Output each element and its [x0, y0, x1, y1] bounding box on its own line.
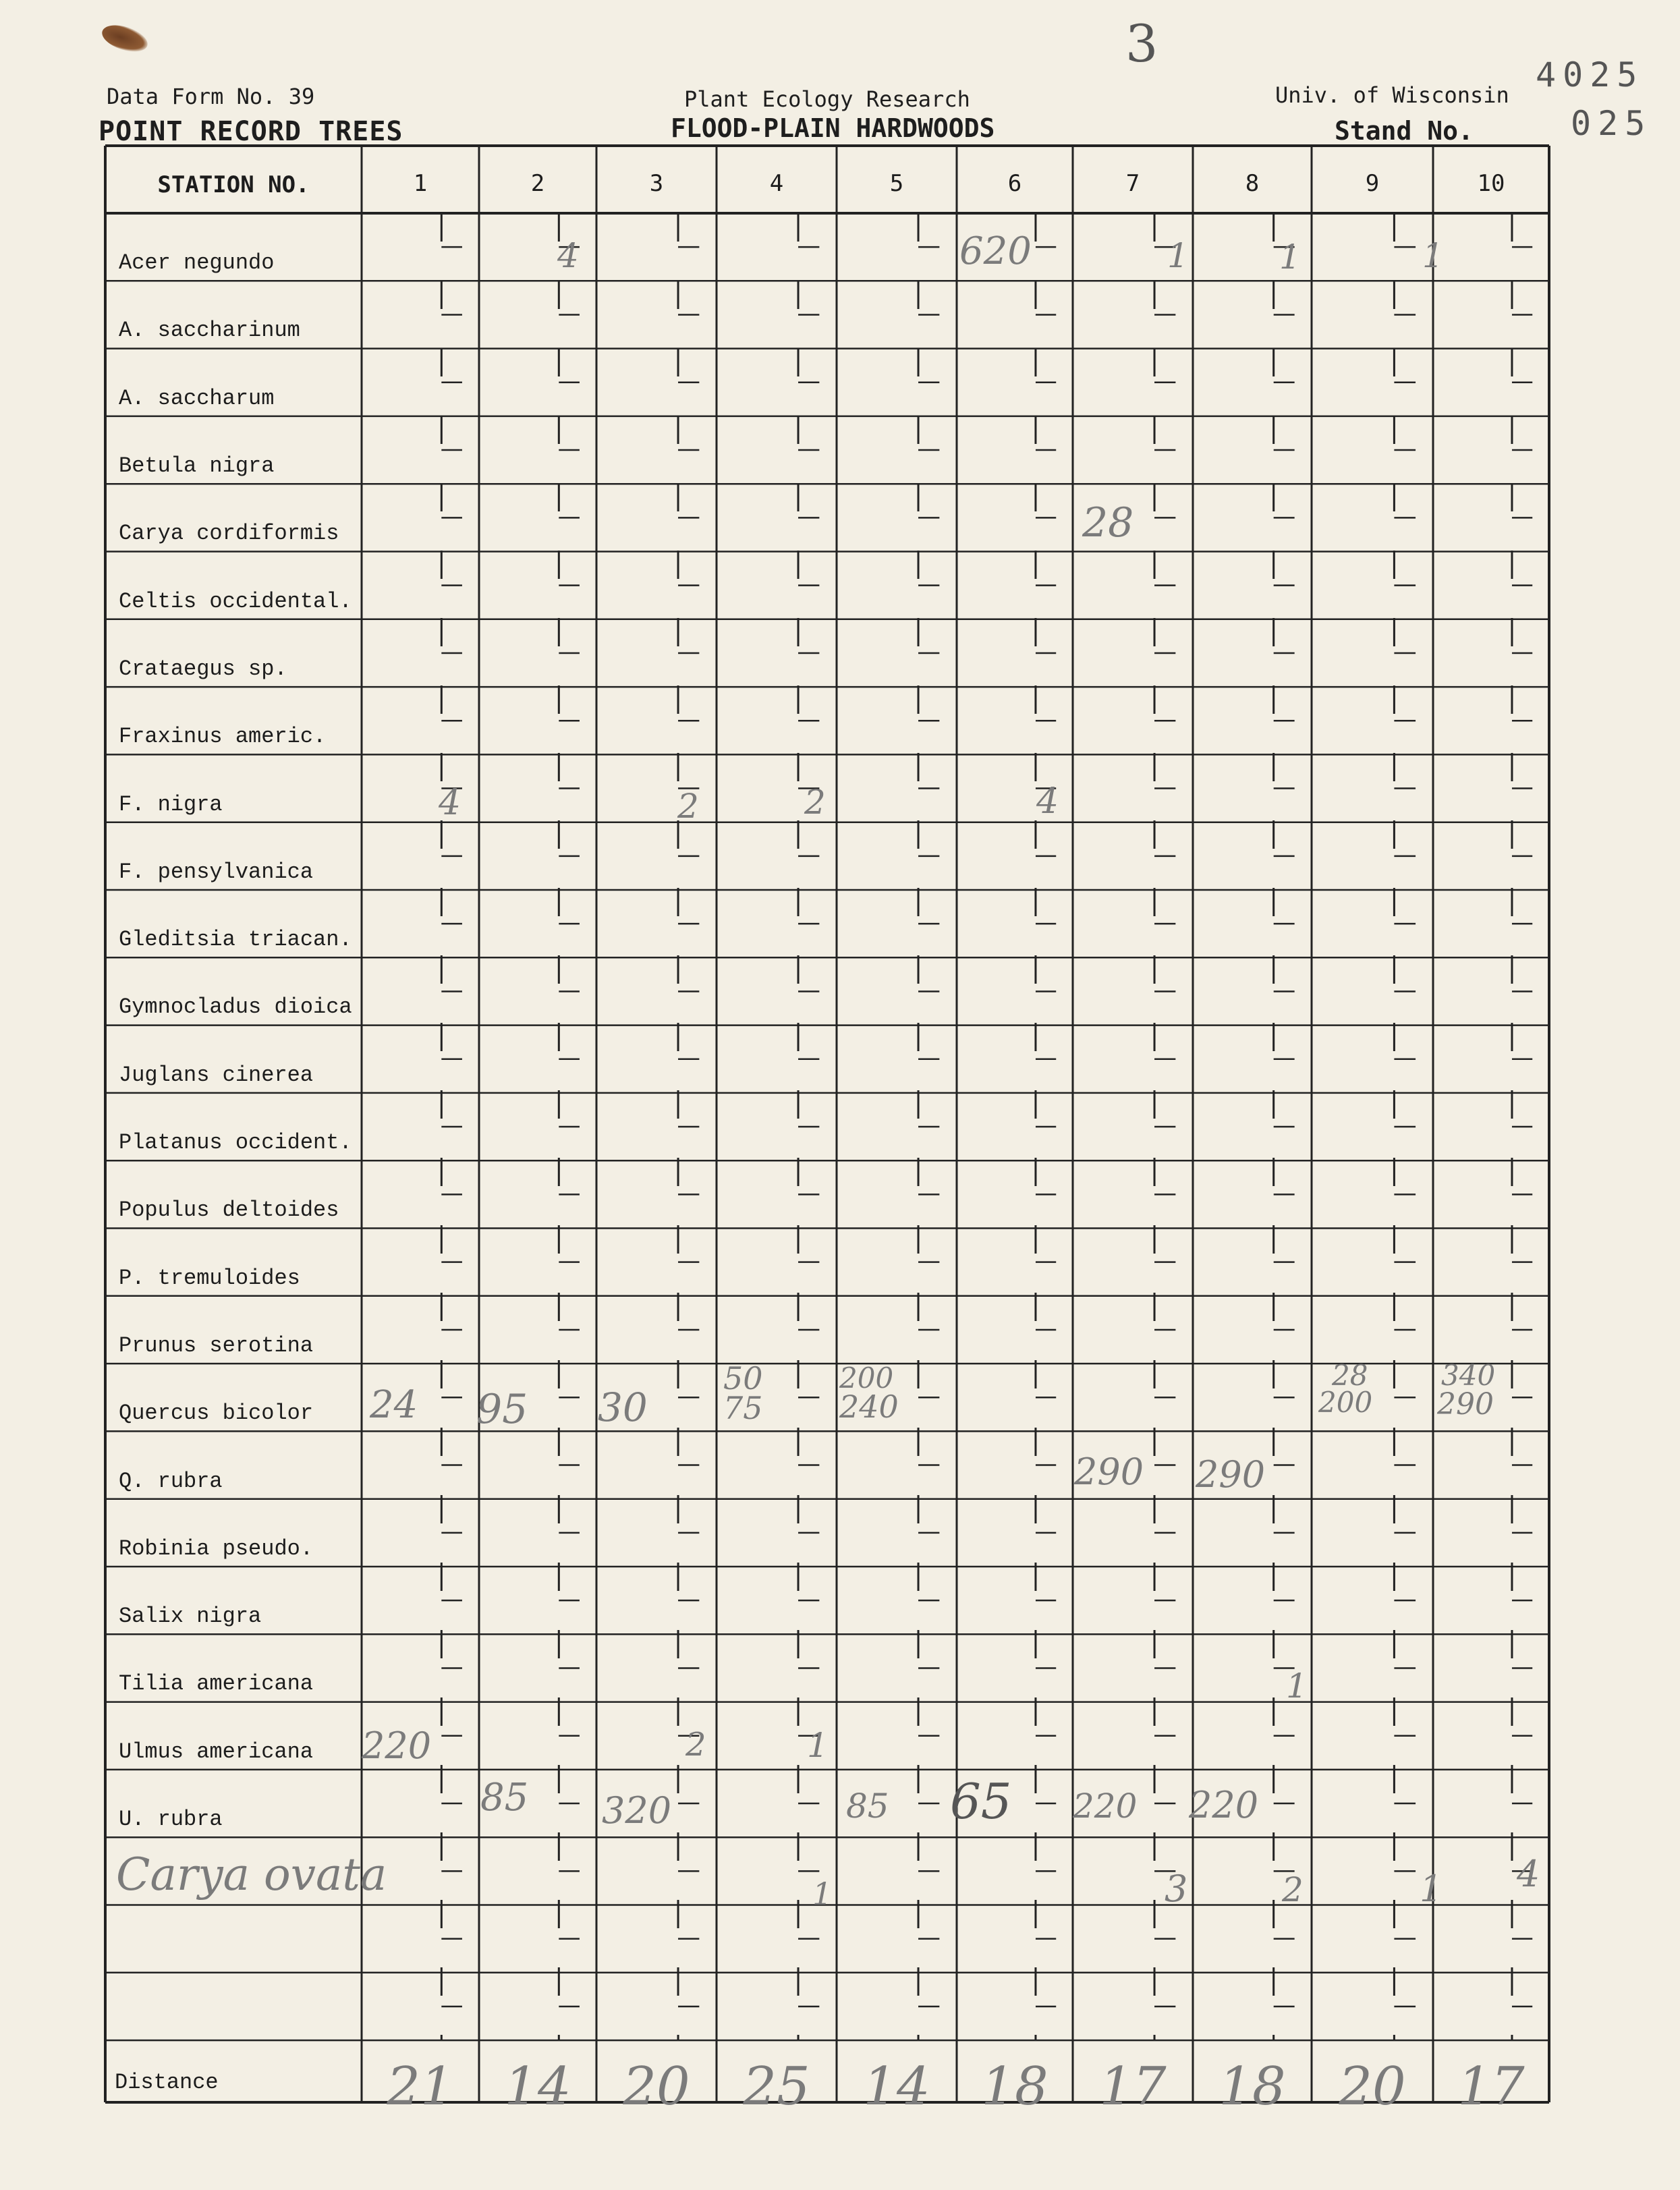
- entry-urubra-s2: 85: [480, 1776, 529, 1820]
- station-number: 8: [1245, 170, 1260, 197]
- stand-code-top: 4025: [1536, 55, 1644, 94]
- entry-covata-s7: 3: [1165, 1868, 1188, 1910]
- entry-qbicolor-s3: 30: [598, 1384, 648, 1430]
- species-label: F. nigra: [119, 791, 223, 817]
- entry-fnigra-s1: 4: [439, 783, 461, 823]
- station-number: 9: [1365, 170, 1380, 197]
- entry-fnigra-s6: 4: [1036, 781, 1059, 822]
- entry-urubra-s7: 220: [1073, 1787, 1138, 1826]
- species-label: Robinia pseudo.: [119, 1536, 314, 1561]
- entry-qrubra-s7: 290: [1074, 1451, 1144, 1493]
- distance-label: Distance: [115, 2070, 219, 2095]
- species-label: P. tremuloides: [119, 1265, 300, 1291]
- entry-ulmus-s1: 220: [362, 1724, 432, 1767]
- entry-ulmus-s3: 2: [685, 1726, 706, 1764]
- entry-qbicolor-s4-a: 50: [723, 1360, 763, 1397]
- station-number: 6: [1007, 170, 1022, 197]
- distance-value: 18: [981, 2056, 1048, 2118]
- station-number: 5: [889, 170, 904, 197]
- entry-qbicolor-s1: 24: [370, 1383, 418, 1427]
- entry-tilia-s8: 1: [1286, 1666, 1308, 1706]
- species-label: Tilia americana: [119, 1671, 314, 1697]
- entry-covata-s10: 4: [1517, 1853, 1540, 1895]
- handwritten-species: Carya ovata: [116, 1849, 387, 1901]
- entry-qbicolor-s4-b: 75: [723, 1390, 763, 1426]
- distance-value: 18: [1219, 2056, 1286, 2118]
- species-label: Carya cordiformis: [119, 521, 339, 546]
- entry-acer-s2: 4: [557, 236, 579, 275]
- stand-label: Stand No.: [1335, 116, 1474, 146]
- entry-urubra-s6: 65: [950, 1773, 1012, 1830]
- entry-fnigra-s4: 2: [804, 783, 826, 822]
- distance-value: 14: [863, 2056, 930, 2118]
- species-label: Acer negundo: [119, 250, 275, 276]
- distance-value: 14: [504, 2056, 571, 2118]
- station-number: 2: [530, 170, 545, 197]
- distance-value: 17: [1099, 2056, 1167, 2118]
- entry-qbicolor-s9-a: 28: [1332, 1359, 1368, 1392]
- entry-urubra-s3: 320: [602, 1789, 672, 1832]
- station-number: 7: [1125, 170, 1140, 197]
- entry-qbicolor-s10-a: 340: [1441, 1359, 1496, 1392]
- species-label: Prunus serotina: [119, 1332, 314, 1358]
- species-label: Juglans cinerea: [119, 1062, 314, 1088]
- station-header-label: STATION NO.: [157, 171, 310, 198]
- species-label: Gymnocladus dioica: [119, 994, 352, 1020]
- species-label: Gleditsia triacan.: [119, 927, 352, 953]
- entry-fnigra-s3: 2: [677, 787, 699, 826]
- species-label: Betula nigra: [119, 453, 275, 479]
- entry-urubra-s8: 220: [1189, 1784, 1259, 1826]
- entry-acer-s6: 620: [959, 229, 1032, 273]
- species-label: F. pensylvanica: [119, 859, 314, 885]
- species-label: Celtis occidental.: [119, 588, 352, 614]
- entry-qbicolor-s9-b: 200: [1318, 1386, 1373, 1419]
- entry-urubra-s5: 85: [846, 1787, 889, 1826]
- species-label: Fraxinus americ.: [119, 724, 327, 750]
- distance-value: 20: [623, 2056, 690, 2118]
- org-name: Plant Ecology Research: [684, 86, 970, 112]
- station-number: 10: [1477, 170, 1505, 197]
- form-title: POINT RECORD TREES: [99, 116, 403, 147]
- page-number: 3: [1125, 13, 1158, 74]
- entry-qbicolor-s5-b: 240: [839, 1388, 899, 1425]
- entry-covata-s4: 1: [812, 1876, 833, 1912]
- species-label: A. saccharinum: [119, 318, 300, 343]
- species-label: U. rubra: [119, 1807, 223, 1832]
- entry-acer-s8: 1: [1279, 237, 1301, 277]
- stand-code-bottom: 025: [1571, 104, 1652, 143]
- species-label: Crataegus sp.: [119, 656, 287, 681]
- species-label: Salix nigra: [119, 1604, 262, 1629]
- station-number: 1: [413, 170, 428, 197]
- station-number: 4: [769, 170, 784, 197]
- distance-value: 20: [1339, 2056, 1406, 2118]
- university-name: Univ. of Wisconsin: [1275, 82, 1509, 108]
- entry-covata-s9: 1: [1420, 1868, 1443, 1910]
- subject-title: FLOOD-PLAIN HARDWOODS: [671, 113, 995, 143]
- entry-qbicolor-s5-a: 200: [839, 1361, 894, 1395]
- form-number: Data Form No. 39: [107, 84, 315, 109]
- distance-value: 25: [743, 2056, 810, 2118]
- entry-ulmus-s4: 1: [807, 1726, 829, 1765]
- entry-covata-s8: 2: [1282, 1870, 1304, 1909]
- species-label: Quercus bicolor: [119, 1401, 314, 1426]
- species-label: Ulmus americana: [119, 1739, 314, 1764]
- distance-value: 21: [387, 2056, 454, 2118]
- entry-acer-s9: 1: [1422, 236, 1444, 275]
- station-number: 3: [649, 170, 664, 197]
- entry-qbicolor-s2: 95: [476, 1386, 528, 1433]
- species-label: Q. rubra: [119, 1468, 223, 1494]
- distance-value: 17: [1457, 2056, 1525, 2118]
- entry-acer-s7: 1: [1167, 236, 1189, 275]
- species-label: Platanus occident.: [119, 1130, 352, 1156]
- entry-carya-s7: 28: [1082, 499, 1134, 546]
- species-label: Populus deltoides: [119, 1198, 339, 1223]
- entry-qrubra-s8: 290: [1196, 1453, 1266, 1496]
- species-label: A. saccharum: [119, 385, 275, 411]
- entry-qbicolor-s10-b: 290: [1437, 1387, 1494, 1422]
